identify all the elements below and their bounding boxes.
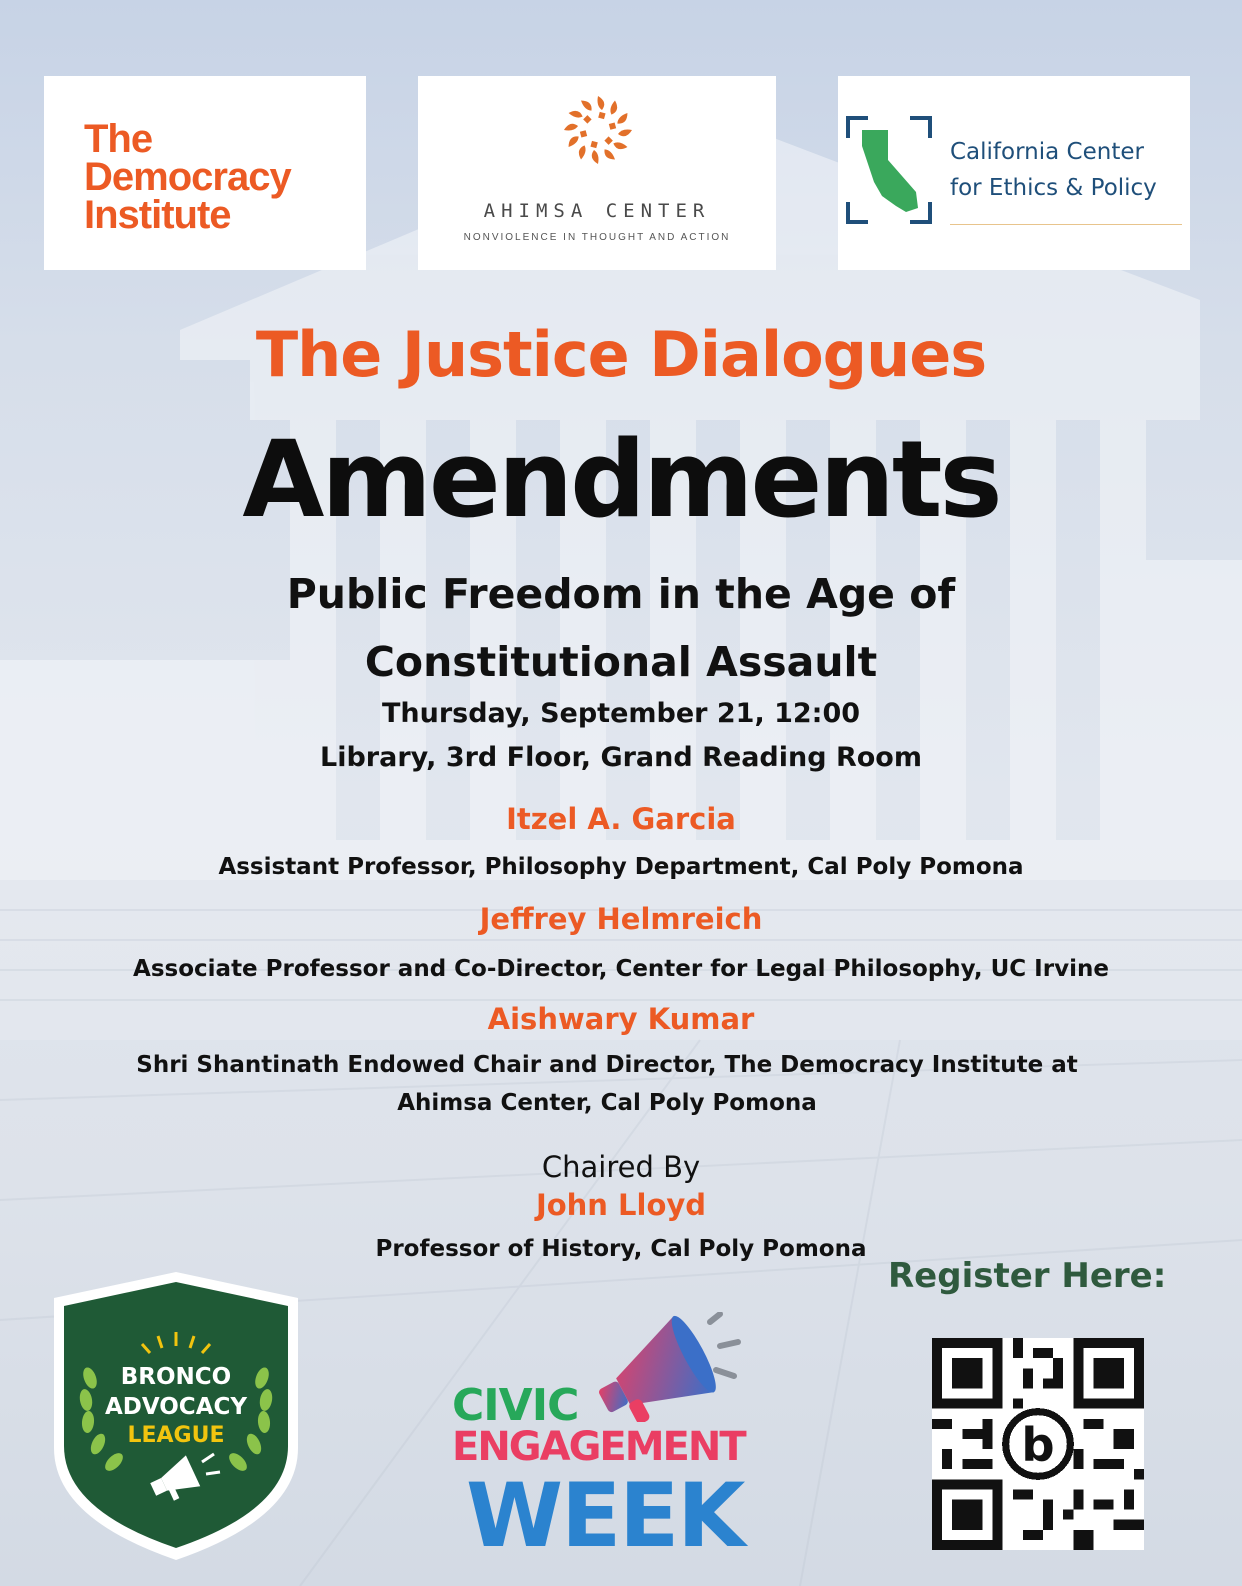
speaker-name: Itzel A. Garcia — [506, 802, 736, 836]
ahimsa-center-name: AHIMSA CENTER — [483, 200, 711, 222]
democracy-institute-line1: The — [84, 117, 153, 161]
badge-line3: LEAGUE — [127, 1423, 225, 1448]
week-word: WEEK — [466, 1464, 744, 1567]
registration-qr-code[interactable] — [932, 1338, 1144, 1550]
chair-name: John Lloyd — [535, 1188, 707, 1222]
california-center-divider — [950, 224, 1182, 225]
speaker-name: Aishwary Kumar — [487, 1002, 755, 1036]
series-title: The Justice Dialogues — [255, 318, 987, 391]
california-state-icon — [846, 116, 932, 224]
california-center-logo — [838, 76, 1190, 270]
badge-line2: ADVOCACY — [104, 1394, 248, 1420]
event-title: Amendments — [242, 418, 1000, 541]
california-center-line2: for Ethics & Policy — [950, 175, 1157, 201]
event-venue: Library, 3rd Floor, Grand Reading Room — [320, 742, 922, 773]
chair-label: Chaired By — [541, 1150, 701, 1184]
speaker-role: Associate Professor and Co-Director, Center for Legal Philosophy, UC Irvine — [133, 956, 1109, 982]
event-subtitle — [0, 560, 1242, 696]
subtitle-line2: Constitutional Assault — [364, 638, 878, 686]
democracy-institute-line3: Institute — [84, 193, 231, 237]
ahimsa-center-logo — [418, 76, 776, 270]
speaker-role: Assistant Professor, Philosophy Department, Cal Poly Pomona — [218, 854, 1024, 880]
badge-line1: BRONCO — [120, 1364, 232, 1390]
speaker-role-line2: Ahimsa Center, Cal Poly Pomona — [397, 1090, 817, 1116]
engagement-word: ENGAGEMENT — [452, 1424, 745, 1470]
california-center-name — [950, 134, 1157, 206]
democracy-institute-line2: Democracy — [84, 155, 291, 199]
speaker-name: Jeffrey Helmreich — [479, 902, 763, 936]
megaphone-icon — [588, 1312, 748, 1422]
speaker-role-line1: Shri Shantinath Endowed Chair and Director, The Democracy Institute at — [136, 1052, 1078, 1078]
bronco-advocacy-league-badge — [46, 1268, 306, 1564]
chair-role: Professor of History, Cal Poly Pomona — [375, 1236, 867, 1262]
svg-text:b: b — [1021, 1418, 1055, 1473]
democracy-institute-logo — [44, 76, 366, 270]
california-center-line1: California Center — [950, 139, 1144, 165]
register-label: Register Here: — [888, 1256, 1167, 1296]
democracy-institute-wordmark — [84, 117, 291, 237]
ahimsa-sun-icon — [558, 90, 638, 170]
subtitle-line1: Public Freedom in the Age of — [286, 570, 956, 618]
civic-word: CIVIC — [452, 1380, 579, 1431]
ahimsa-center-tagline: NONVIOLENCE IN THOUGHT AND ACTION — [463, 232, 731, 243]
event-date: Thursday, September 21, 12:00 — [381, 698, 861, 729]
